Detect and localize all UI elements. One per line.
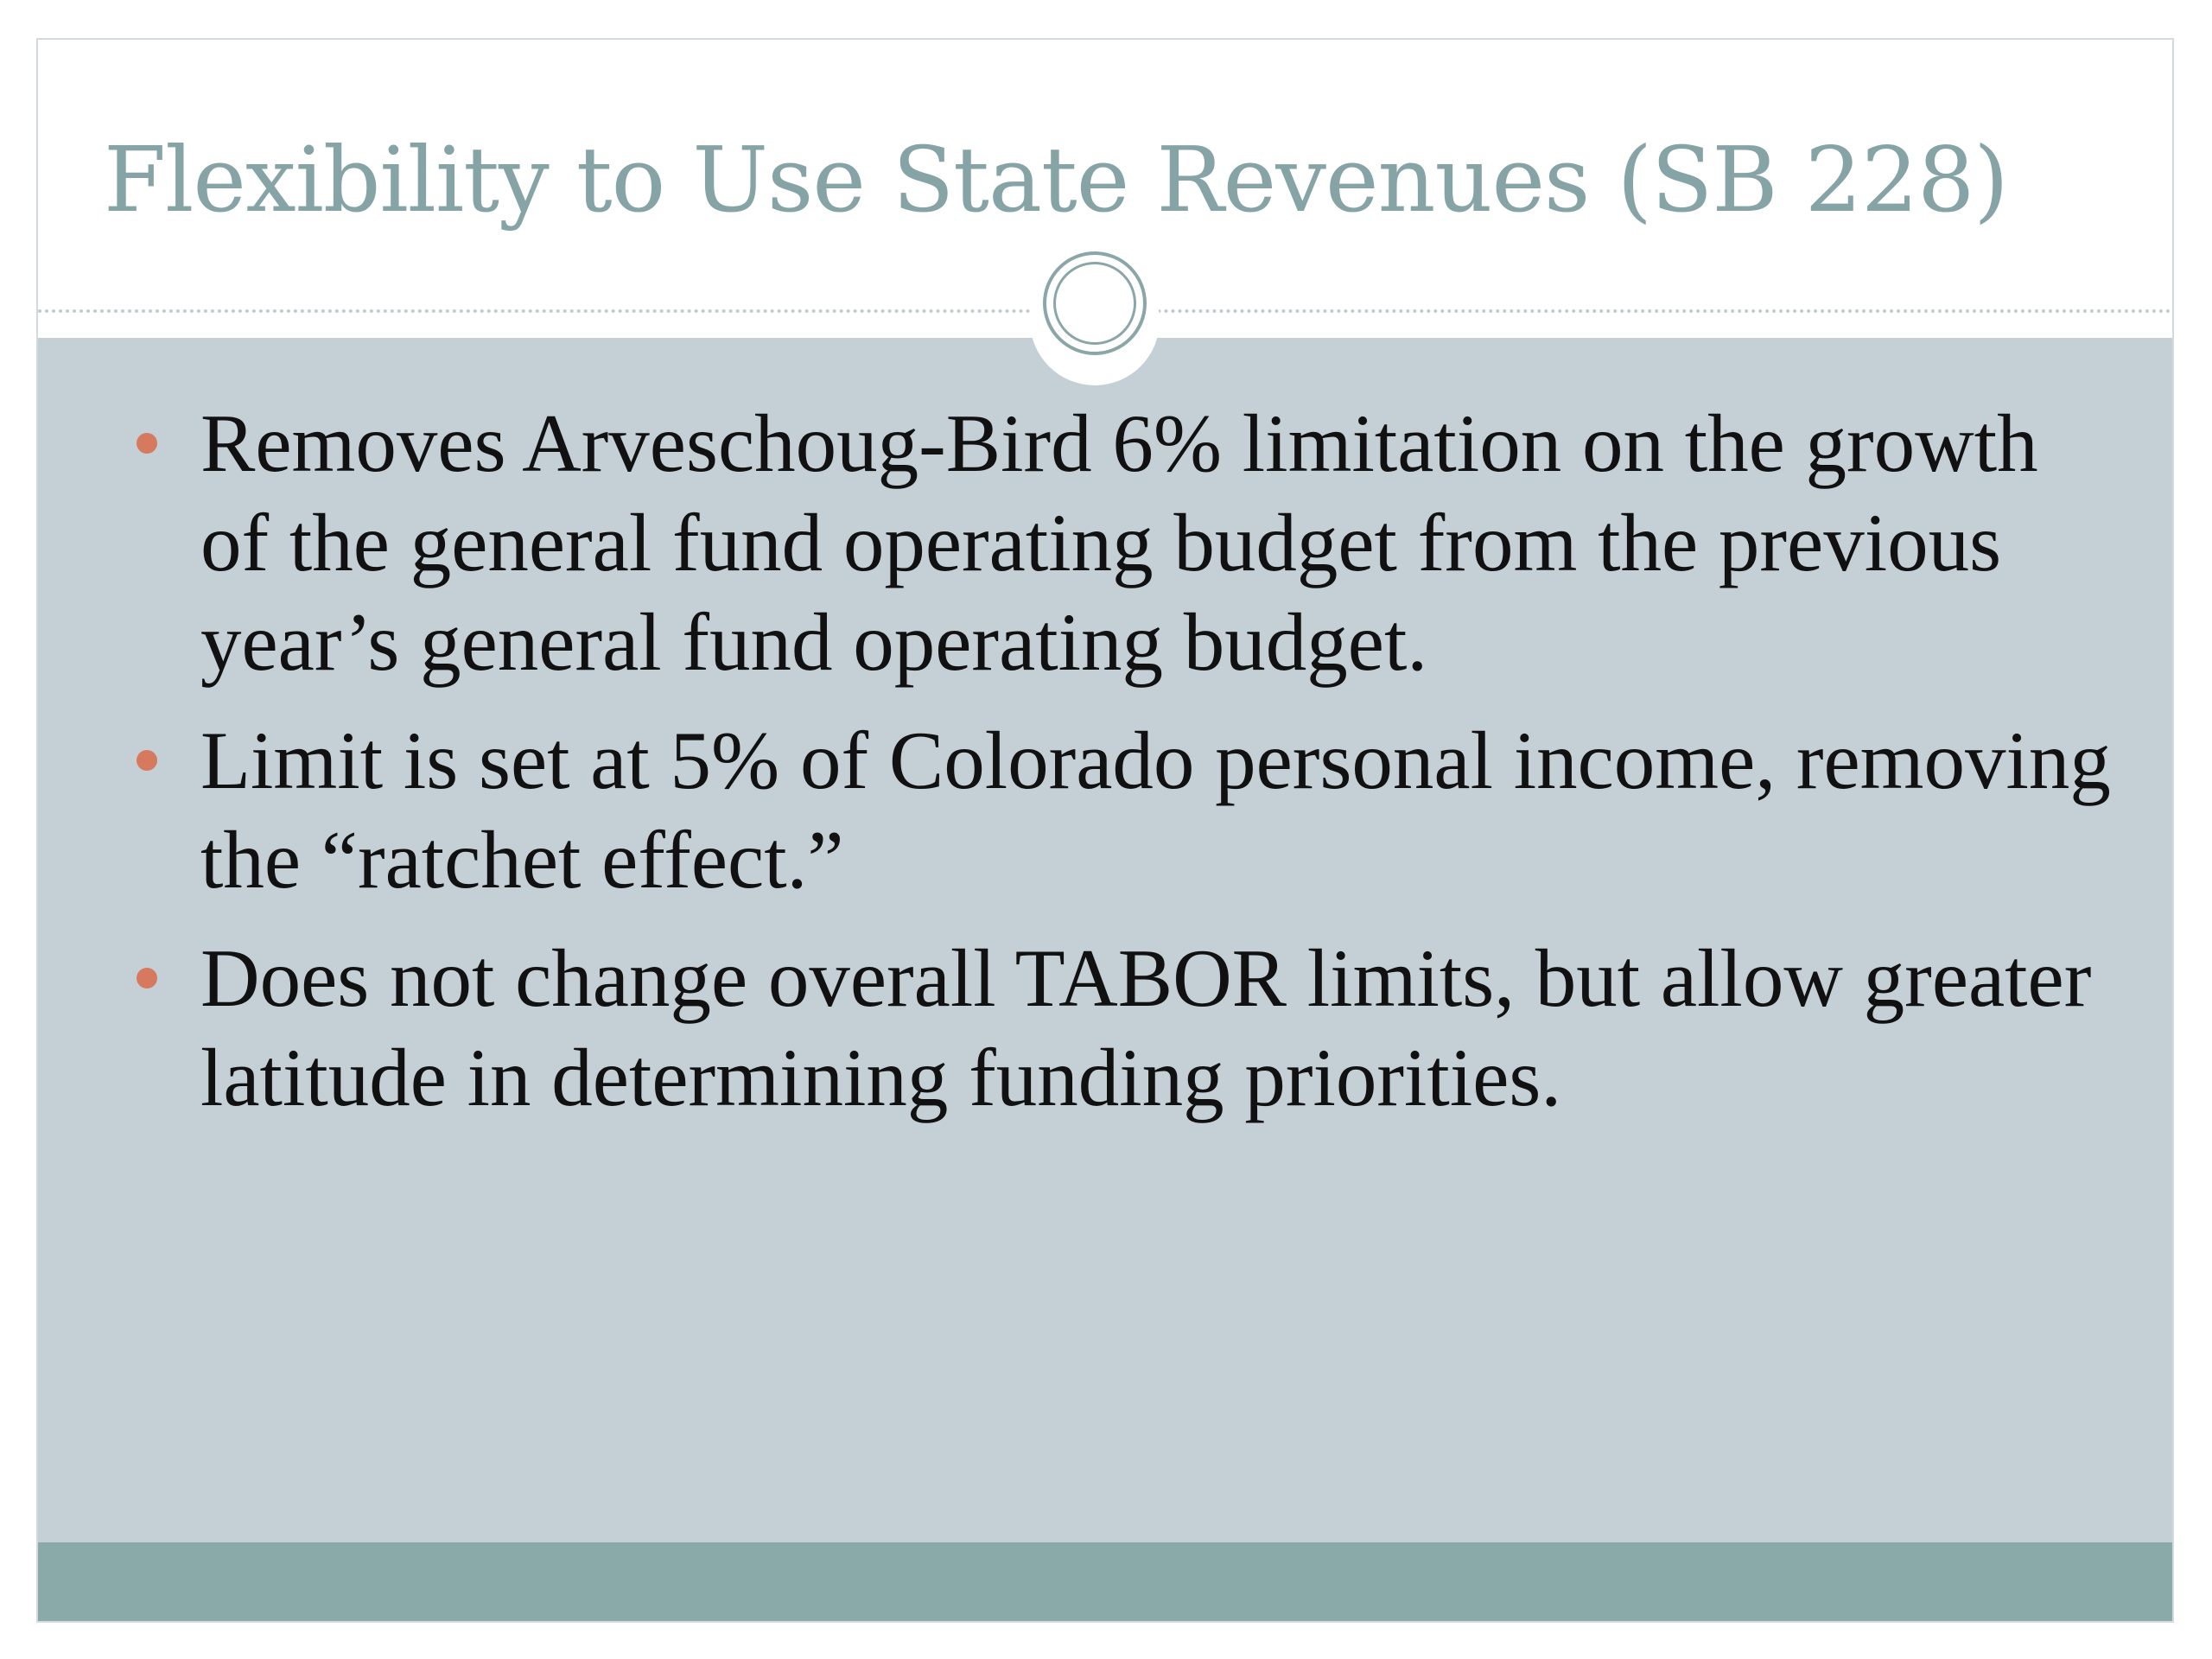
slide bbox=[36, 38, 2174, 1623]
bullet-text: Removes Arveschoug-Bird 6% limitation on the growth of the general fund operating budget from the previous year’s general fund operating budget. bbox=[200, 397, 2038, 688]
footer-bar bbox=[38, 1542, 2172, 1621]
bullet-dot-icon bbox=[137, 750, 157, 771]
slide-title: Flexibility to Use State Revenues (SB 228) bbox=[104, 127, 2008, 232]
bullet-list bbox=[104, 394, 2126, 1147]
bullet-item bbox=[104, 394, 2126, 692]
bullet-item bbox=[104, 929, 2126, 1128]
divider-ornament-inner-ring bbox=[1053, 262, 1136, 345]
bullet-item bbox=[104, 711, 2126, 910]
bullet-dot-icon bbox=[137, 433, 157, 454]
bullet-dot-icon bbox=[137, 968, 157, 988]
divider-ornament-circle-icon bbox=[1043, 251, 1147, 355]
bullet-text: Does not change overall TABOR limits, but allow greater latitude in determining funding priorities. bbox=[200, 932, 2092, 1123]
bullet-text: Limit is set at 5% of Colorado personal income, removing the “ratchet effect.” bbox=[200, 715, 2111, 906]
